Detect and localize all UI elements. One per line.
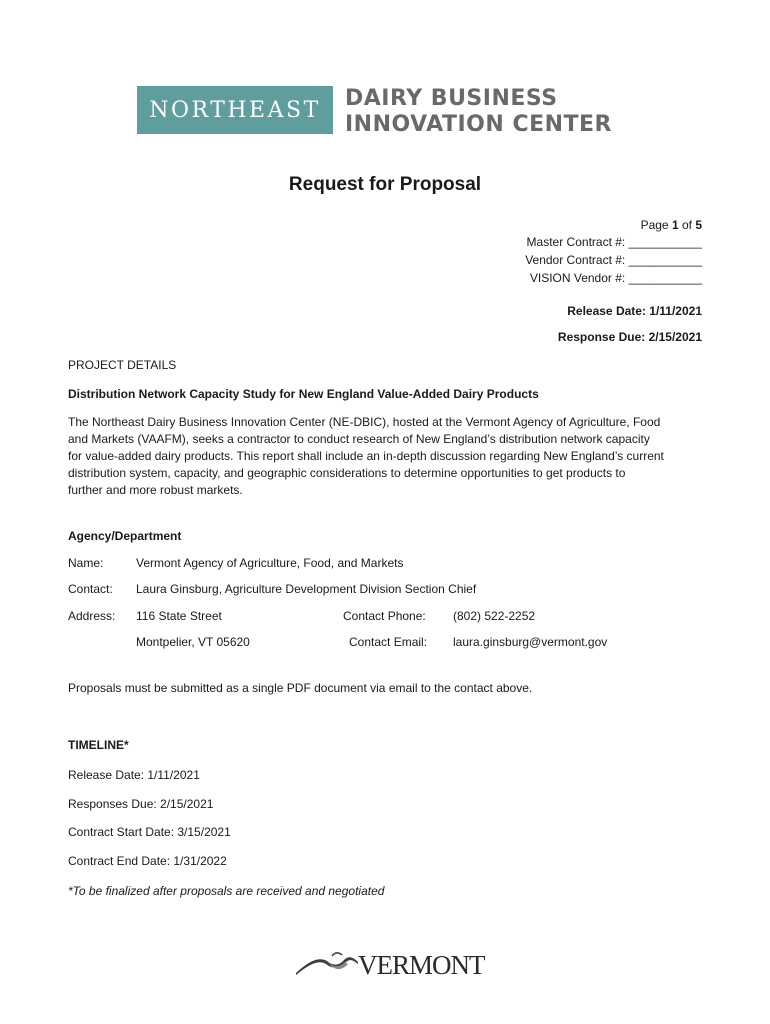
timeline-heading: TIMELINE* (68, 738, 129, 752)
phone-label: Contact Phone: (343, 609, 426, 623)
description-line: for value-added dairy products. This report shall include an in-depth discussion regarding New England’s current (68, 449, 664, 463)
address-label: Address: (68, 609, 116, 623)
master-contract-field: Master Contract #: ___________ (526, 235, 702, 249)
vermont-logo (294, 946, 484, 982)
timeline-contract-end: Contract End Date: 1/31/2022 (68, 854, 227, 868)
contact-value: Laura Ginsburg, Agriculture Development Division Section Chief (136, 582, 477, 596)
agency-heading: Agency/Department (68, 529, 182, 543)
timeline-release-date: Release Date: 1/11/2021 (68, 768, 200, 782)
description-line: The Northeast Dairy Business Innovation Center (NE-DBIC), hosted at the Vermont Agency of Agriculture, Food (68, 415, 661, 429)
logo-center-name (345, 86, 645, 138)
timeline-contract-start: Contract Start Date: 3/15/2021 (68, 825, 231, 839)
logo-northeast-text: NORTHEAST (149, 97, 321, 123)
phone-value: (802) 522-2252 (453, 609, 536, 623)
name-value: Vermont Agency of Agriculture, Food, and Markets (136, 556, 404, 570)
project-details-label: PROJECT DETAILS (68, 358, 177, 372)
mountain-swoosh-icon (294, 946, 364, 980)
contact-label: Contact: (68, 582, 113, 596)
submission-note: Proposals must be submitted as a single PDF document via email to the contact above. (68, 681, 533, 695)
page-title: Request for Proposal (288, 174, 482, 195)
page-number: Page 1 of 5 (640, 218, 702, 232)
logo-line-2: INNOVATION CENTER (345, 112, 612, 137)
logo-northeast-box (137, 86, 333, 134)
project-heading: Distribution Network Capacity Study for New England Value-Added Dairy Products (68, 387, 539, 401)
address-line-2: Montpelier, VT 05620 (136, 635, 250, 649)
address-line-1: 116 State Street (136, 609, 222, 623)
vision-vendor-field: VISION Vendor #: ___________ (529, 271, 702, 285)
timeline-footnote: *To be finalized after proposals are received and negotiated (68, 884, 385, 898)
email-label: Contact Email: (349, 635, 428, 649)
timeline-responses-due: Responses Due: 2/15/2021 (68, 797, 214, 811)
logo-line-1: DAIRY BUSINESS (345, 86, 558, 111)
description-line: and Markets (VAAFM), seeks a contractor to conduct research of New England’s distribution network capacity (68, 432, 650, 446)
response-due: Response Due: 2/15/2021 (557, 330, 702, 344)
project-description (68, 414, 713, 499)
email-value: laura.ginsburg@vermont.gov (453, 635, 608, 649)
release-date: Release Date: 1/11/2021 (567, 304, 702, 318)
description-line: distribution system, capacity, and geographic considerations to determine opportunities to get products to (68, 466, 626, 480)
vendor-contract-field: Vendor Contract #: ___________ (525, 253, 702, 267)
name-label: Name: (68, 556, 104, 570)
description-line: further and more robust markets. (68, 483, 243, 497)
vermont-wordmark: VERMONT (358, 950, 485, 980)
